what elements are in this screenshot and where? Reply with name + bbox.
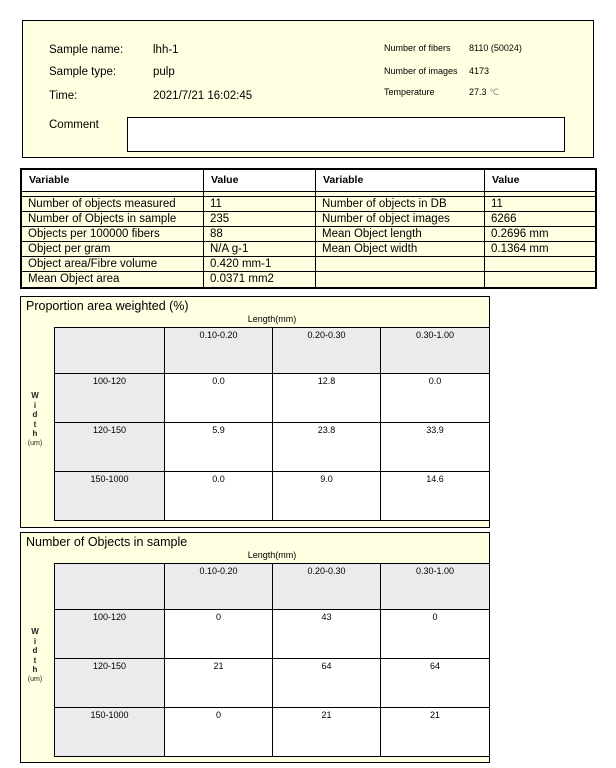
fibers-stat-label: Number of fibers [384,43,451,53]
length-axis-label: Length(mm) [247,550,297,560]
table-cell: Mean Object area [22,272,204,287]
matrix-row-header: 120-150 [55,423,165,472]
table-cell: 0.2696 mm [485,227,595,242]
table-cell: Number of objects measured [22,197,204,212]
matrix-value-cell: 21 [165,659,273,708]
temperature-stat-value [469,87,499,98]
matrix-value-cell: 43 [273,610,381,659]
table-cell: N/A g-1 [204,242,316,257]
matrix-col-header: 0.30-1.00 [381,328,489,374]
table-cell: 0.0371 mm2 [204,272,316,287]
table-cell: Number of Objects in sample [22,212,204,227]
matrix-row-header: 150-1000 [55,708,165,756]
variable-table [20,168,597,289]
object-count-matrix-table [54,563,490,757]
table-cell: Objects per 100000 fibers [22,227,204,242]
table-cell: Object per gram [22,242,204,257]
matrix-value-cell: 0.0 [165,374,273,423]
sample-type-value: pulp [153,66,175,78]
matrix-value-cell: 23.8 [273,423,381,472]
matrix-value-cell: 21 [381,708,489,756]
matrix-value-cell: 21 [273,708,381,756]
table-cell: 6266 [485,212,595,227]
table-cell: 0.420 mm-1 [204,257,316,272]
object-count-panel [20,532,490,763]
matrix-value-cell: 64 [381,659,489,708]
images-stat-value: 4173 [469,66,490,76]
temperature-stat-label: Temperature [384,87,435,97]
matrix-col-header: 0.20-0.30 [273,564,381,610]
fibers-stat-value: 8110 (50024) [469,43,522,53]
comment-label: Comment [49,119,99,131]
matrix-value-cell: 5.9 [165,423,273,472]
width-axis-label: W i d t h (um) [27,391,43,447]
images-stat-row [384,66,490,76]
matrix-row-header: 150-1000 [55,472,165,520]
table-cell: 11 [485,197,595,212]
matrix-col-header: 0.20-0.30 [273,328,381,374]
temperature-number: 27.3 [469,87,487,97]
sample-type-row [49,66,175,78]
fibers-stat-row [384,43,522,53]
table-cell: 88 [204,227,316,242]
width-axis-label: W i d t h (um) [27,627,43,683]
matrix-value-cell: 9.0 [273,472,381,520]
panel-title: Number of Objects in sample [26,535,188,549]
matrix-corner-cell [55,328,165,374]
variable-table-header: Variable [316,170,485,192]
matrix-value-cell: 64 [273,659,381,708]
table-cell: Number of object images [316,212,485,227]
sample-info-panel [22,20,594,158]
variable-table-header: Value [204,170,316,192]
matrix-row-header: 100-120 [55,610,165,659]
time-label: Time: [49,90,78,102]
table-cell: Object area/Fibre volume [22,257,204,272]
matrix-value-cell: 0 [165,708,273,756]
matrix-value-cell: 33.9 [381,423,489,472]
matrix-corner-cell [55,564,165,610]
sample-name-row [49,44,179,56]
table-cell [485,272,595,287]
table-cell: Mean Object width [316,242,485,257]
sample-name-label: Sample name: [49,44,124,56]
temperature-stat-row [384,87,500,97]
time-value: 2021/7/21 16:02:45 [153,90,253,102]
table-cell [316,257,485,272]
variable-table-header: Variable [22,170,204,192]
length-axis-label: Length(mm) [247,314,297,324]
table-cell [316,272,485,287]
proportion-area-panel [20,296,490,528]
proportion-matrix-table [54,327,490,521]
table-cell: Number of objects in DB [316,197,485,212]
comment-input[interactable] [127,117,565,152]
table-cell: 0.1364 mm [485,242,595,257]
matrix-col-header: 0.10-0.20 [165,328,273,374]
table-cell [485,257,595,272]
matrix-value-cell: 12.8 [273,374,381,423]
images-stat-label: Number of images [384,66,458,76]
sample-type-label: Sample type: [49,66,117,78]
matrix-col-header: 0.30-1.00 [381,564,489,610]
table-cell: 235 [204,212,316,227]
matrix-col-header: 0.10-0.20 [165,564,273,610]
matrix-row-header: 120-150 [55,659,165,708]
matrix-value-cell: 0 [165,610,273,659]
time-row [49,90,253,102]
matrix-value-cell: 0.0 [165,472,273,520]
matrix-value-cell: 0.0 [381,374,489,423]
variable-table-header: Value [485,170,595,192]
matrix-value-cell: 0 [381,610,489,659]
matrix-value-cell: 14.6 [381,472,489,520]
table-cell: Mean Object length [316,227,485,242]
temperature-unit: ℃ [489,87,500,97]
matrix-row-header: 100-120 [55,374,165,423]
sample-name-value: lhh-1 [153,44,179,56]
table-cell: 11 [204,197,316,212]
panel-title: Proportion area weighted (%) [26,299,189,313]
